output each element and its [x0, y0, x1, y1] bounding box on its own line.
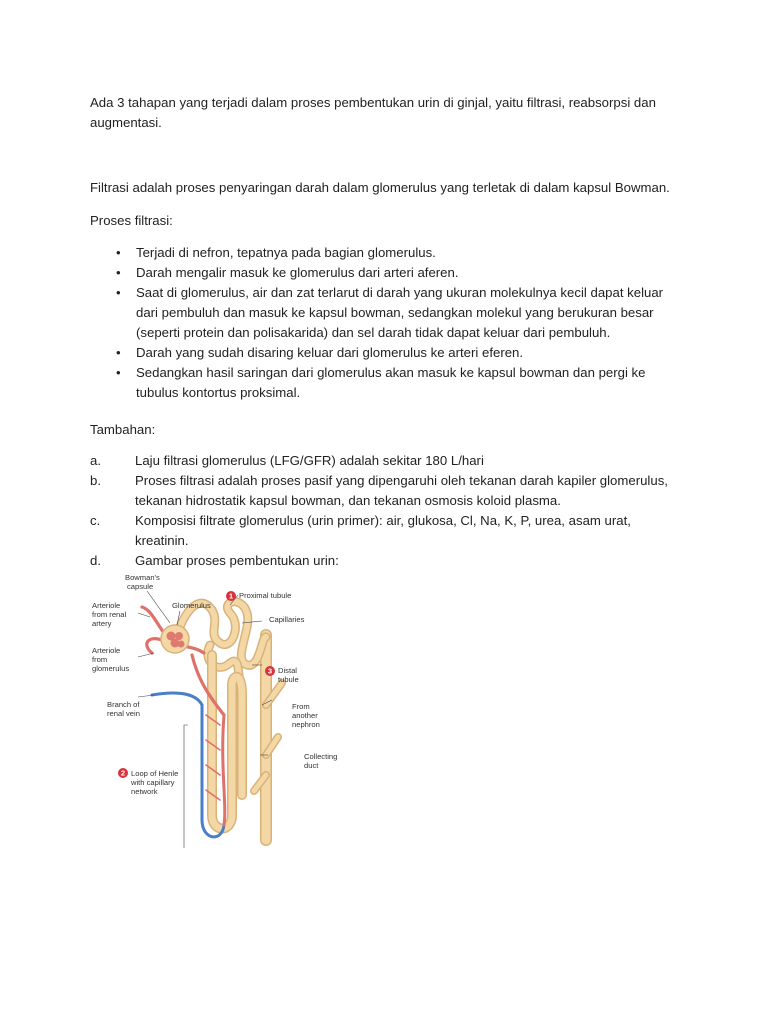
label-from-nephron: From [292, 702, 310, 711]
svg-text:from renal: from renal [92, 610, 127, 619]
step-badge: 1 [228, 591, 234, 601]
label-renal-vein: Branch of [107, 700, 140, 709]
bullet-icon: • [116, 365, 121, 380]
bullet-icon: • [116, 265, 121, 280]
label-proximal: Proximal tubule [239, 591, 292, 600]
svg-text:from: from [92, 655, 108, 664]
bullet-item: • Darah yang sudah disaring keluar dari glomerulus ke arteri eferen. [90, 343, 670, 363]
svg-text:network: network [131, 787, 158, 796]
tambahan-heading: Tambahan: [90, 422, 156, 437]
nephron-diagram [92, 565, 340, 848]
svg-text:glomerulus: glomerulus [92, 664, 130, 673]
label-arteriole-renal: Arteriole [92, 601, 121, 610]
step-badge: 3 [267, 666, 273, 676]
glomerulus [161, 625, 189, 653]
list-item: d. Gambar proses pembentukan urin: [90, 551, 680, 571]
list-item: a. Laju filtrasi glomerulus (LFG/GFR) adalah sekitar 180 L/hari [90, 451, 680, 471]
label-arteriole-glomerulus: Arteriole [92, 646, 121, 655]
list-marker: d. [90, 553, 101, 568]
bullet-item: • Terjadi di nefron, tepatnya pada bagian glomerulus. [90, 243, 670, 263]
svg-text:nephron: nephron [292, 720, 320, 729]
label-glomerulus: Glomerulus [172, 601, 211, 610]
svg-text:tubule: tubule [278, 675, 299, 684]
loop-of-henle [212, 655, 242, 829]
list-marker: a. [90, 453, 101, 468]
svg-text:artery: artery [92, 619, 112, 628]
svg-text:capsule: capsule [127, 582, 154, 591]
bullet-item: • Darah mengalir masuk ke glomerulus dari arteri aferen. [90, 263, 670, 283]
label-bowmans: Bowman's [125, 573, 160, 582]
list-item: b. Proses filtrasi adalah proses pasif yang dipengaruhi oleh tekanan darah kapiler glomerulus, tekanan hidrostatik kapsul bowman, dan tekanan osmosis koloid plasma. [90, 473, 668, 508]
svg-text:another: another [292, 711, 318, 720]
label-distal: Distal [278, 666, 297, 675]
step-badge: 2 [120, 768, 126, 778]
bullet-item: • Saat di glomerulus, air dan zat terlarut di darah yang ukuran molekulnya kecil dapat keluar dari pembuluh dan masuk ke kapsul bowman, sedangkan molekul yang berukuran besar (seperti protein dan polisakarida) dan sel darah tidak dapat keluar dari pembuluh. [116, 285, 664, 340]
proses-bullet-list [90, 243, 670, 403]
proses-filtrasi-heading: Proses filtrasi: [90, 213, 173, 228]
svg-text:duct: duct [304, 761, 319, 770]
bullet-icon: • [116, 245, 121, 260]
label-loop-of-henle: Loop of Henle [131, 769, 179, 778]
label-collecting-duct: Collecting [304, 752, 338, 761]
filtrasi-definition: Filtrasi adalah proses penyaringan darah dalam glomerulus yang terletak di dalam kapsul Bowman. [90, 180, 670, 195]
bullet-icon: • [116, 285, 121, 300]
label-capillaries: Capillaries [269, 615, 305, 624]
svg-text:with capillary: with capillary [131, 778, 175, 787]
svg-text:renal vein: renal vein [107, 709, 140, 718]
bullet-item: • Sedangkan hasil saringan dari glomerulus akan masuk ke kapsul bowman dan pergi ke tubulus kontortus proksimal. [116, 365, 646, 400]
list-marker: b. [90, 473, 101, 488]
bullet-icon: • [116, 345, 121, 360]
list-marker: c. [90, 513, 101, 528]
list-item: c. Komposisi filtrate glomerulus (urin primer): air, glukosa, Cl, Na, K, P, urea, asam urat, kreatinin. [90, 513, 631, 548]
tambahan-list [90, 451, 680, 571]
intro-paragraph: Ada 3 tahapan yang terjadi dalam proses pembentukan urin di ginjal, yaitu filtrasi, reabsorpsi dan augmentasi. [90, 95, 656, 130]
